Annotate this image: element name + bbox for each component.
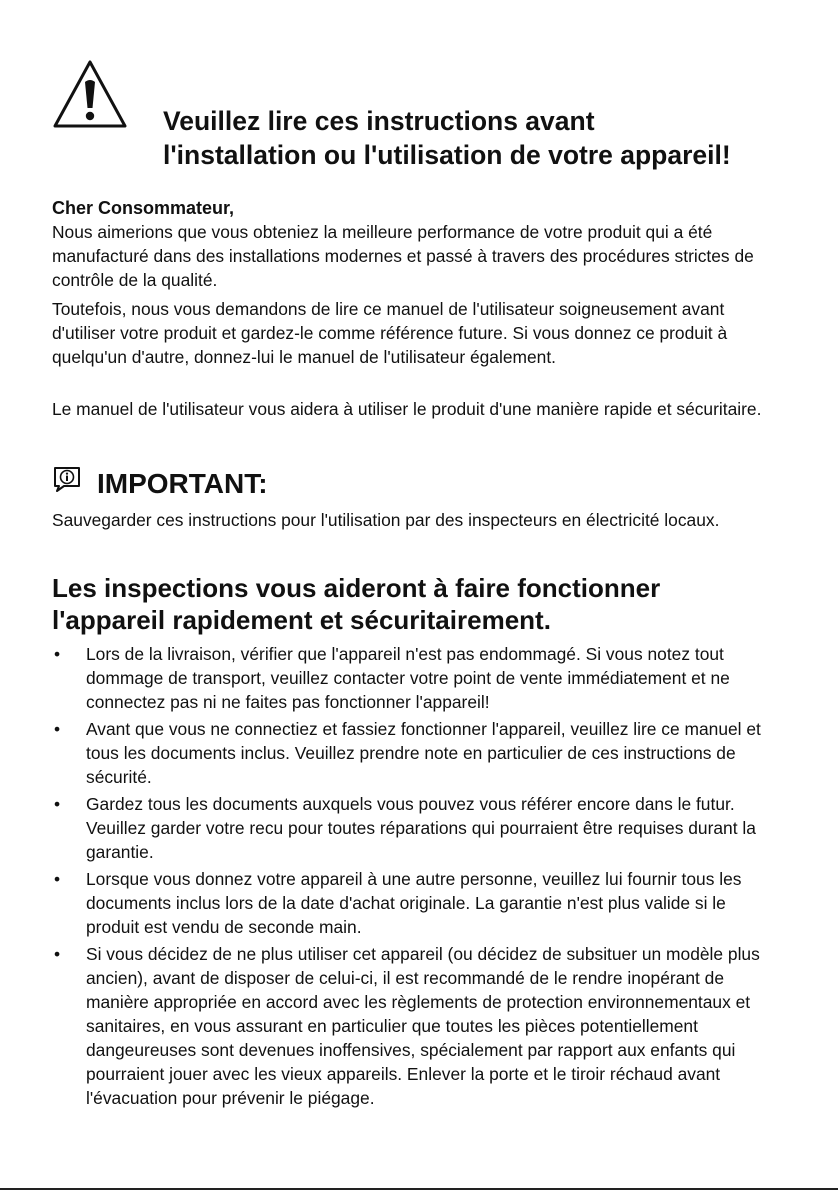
list-item-text: Si vous décidez de ne plus utiliser cet appareil (ou décidez de subsituer un modèle plus ancien), avant de disposer de celui-ci, il est recommandé de le rendre inopérant de manière appropriée en accord avec les règlements de protection environnementaux et sanitaires, en vous assurant en particulier que toutes les pièces potentiellement dangeureuses sont devenues inoffensives, spécialement par rapport aux enfants qui pourraient jouer avec les vieux appareils. Enlever la porte et le tiroir réchaud avant l'évacuation pour prévenir le piégage.: [86, 944, 760, 1108]
list-item-text: Lorsque vous donnez votre appareil à une autre personne, veuillez lui fournir tous les documents inclus lors de la date d'achat originale. La garantie n'est plus valide si le produit est vendu de seconde main.: [86, 869, 742, 937]
info-icon: [52, 466, 82, 492]
list-item: [52, 867, 782, 939]
list-item: [52, 717, 782, 789]
list-item-text: Avant que vous ne connectiez et fassiez fonctionner l'appareil, veuillez lire ce manuel et tous les documents inclus. Veuillez prendre note en particulier de ces instructions de sécurité.: [86, 719, 761, 787]
list-item: [52, 792, 782, 864]
warning-title-line2: l'installation ou l'utilisation de votre appareil!: [163, 140, 731, 170]
bullet-dot: •: [54, 794, 61, 814]
manual-purpose-paragraph: Le manuel de l'utilisateur vous aidera à utiliser le produit d'une manière rapide et sécuritaire.: [52, 399, 762, 419]
warning-title: [163, 104, 783, 172]
inspection-bullet-list: [52, 642, 782, 1113]
inspections-heading: [52, 572, 782, 636]
bullet-dot: •: [54, 719, 61, 739]
list-item-text: Gardez tous les documents auxquels vous pouvez vous référer encore dans le futur. Veuillez garder votre recu pour toutes réparations qui pourraient être requises durant la garantie.: [86, 794, 756, 862]
warning-title-line1: Veuillez lire ces instructions avant: [163, 106, 595, 136]
page-bottom-rule: [0, 1188, 838, 1190]
important-text: Sauvegarder ces instructions pour l'utilisation par des inspecteurs en électricité locaux.: [52, 510, 720, 530]
bullet-dot: •: [54, 869, 61, 889]
list-item-text: Lors de la livraison, vérifier que l'appareil n'est pas endommagé. Si vous notez tout dommage de transport, veuillez contacter votre point de vente immédiatement et ne connectez pas ni ne faites pas fonctionner l'appareil!: [86, 644, 730, 712]
warning-triangle-icon: [52, 58, 128, 130]
list-item: [52, 942, 782, 1110]
inspections-heading-line2: l'appareil rapidement et sécuritairement.: [52, 605, 551, 635]
intro-paragraph: Nous aimerions que vous obteniez la meilleure performance de votre produit qui a été manufacturé dans des installations modernes et passé à travers des procédures strictes de contrôle de la qualité.: [52, 222, 754, 290]
important-header: [52, 464, 452, 504]
list-item: [52, 642, 782, 714]
inspections-heading-line1: Les inspections vous aideront à faire fonctionner: [52, 573, 661, 603]
important-title: IMPORTANT:: [97, 468, 268, 499]
greeting: Cher Consommateur,: [52, 198, 235, 218]
bullet-dot: •: [54, 644, 61, 664]
bullet-dot: •: [54, 944, 61, 964]
request-paragraph: Toutefois, nous vous demandons de lire ce manuel de l'utilisateur soigneusement avant d'utiliser votre produit et gardez-le comme référence future. Si vous donnez ce produit à quelqu'un d'autre, donnez-lui le manuel de l'utilisateur également.: [52, 299, 728, 367]
